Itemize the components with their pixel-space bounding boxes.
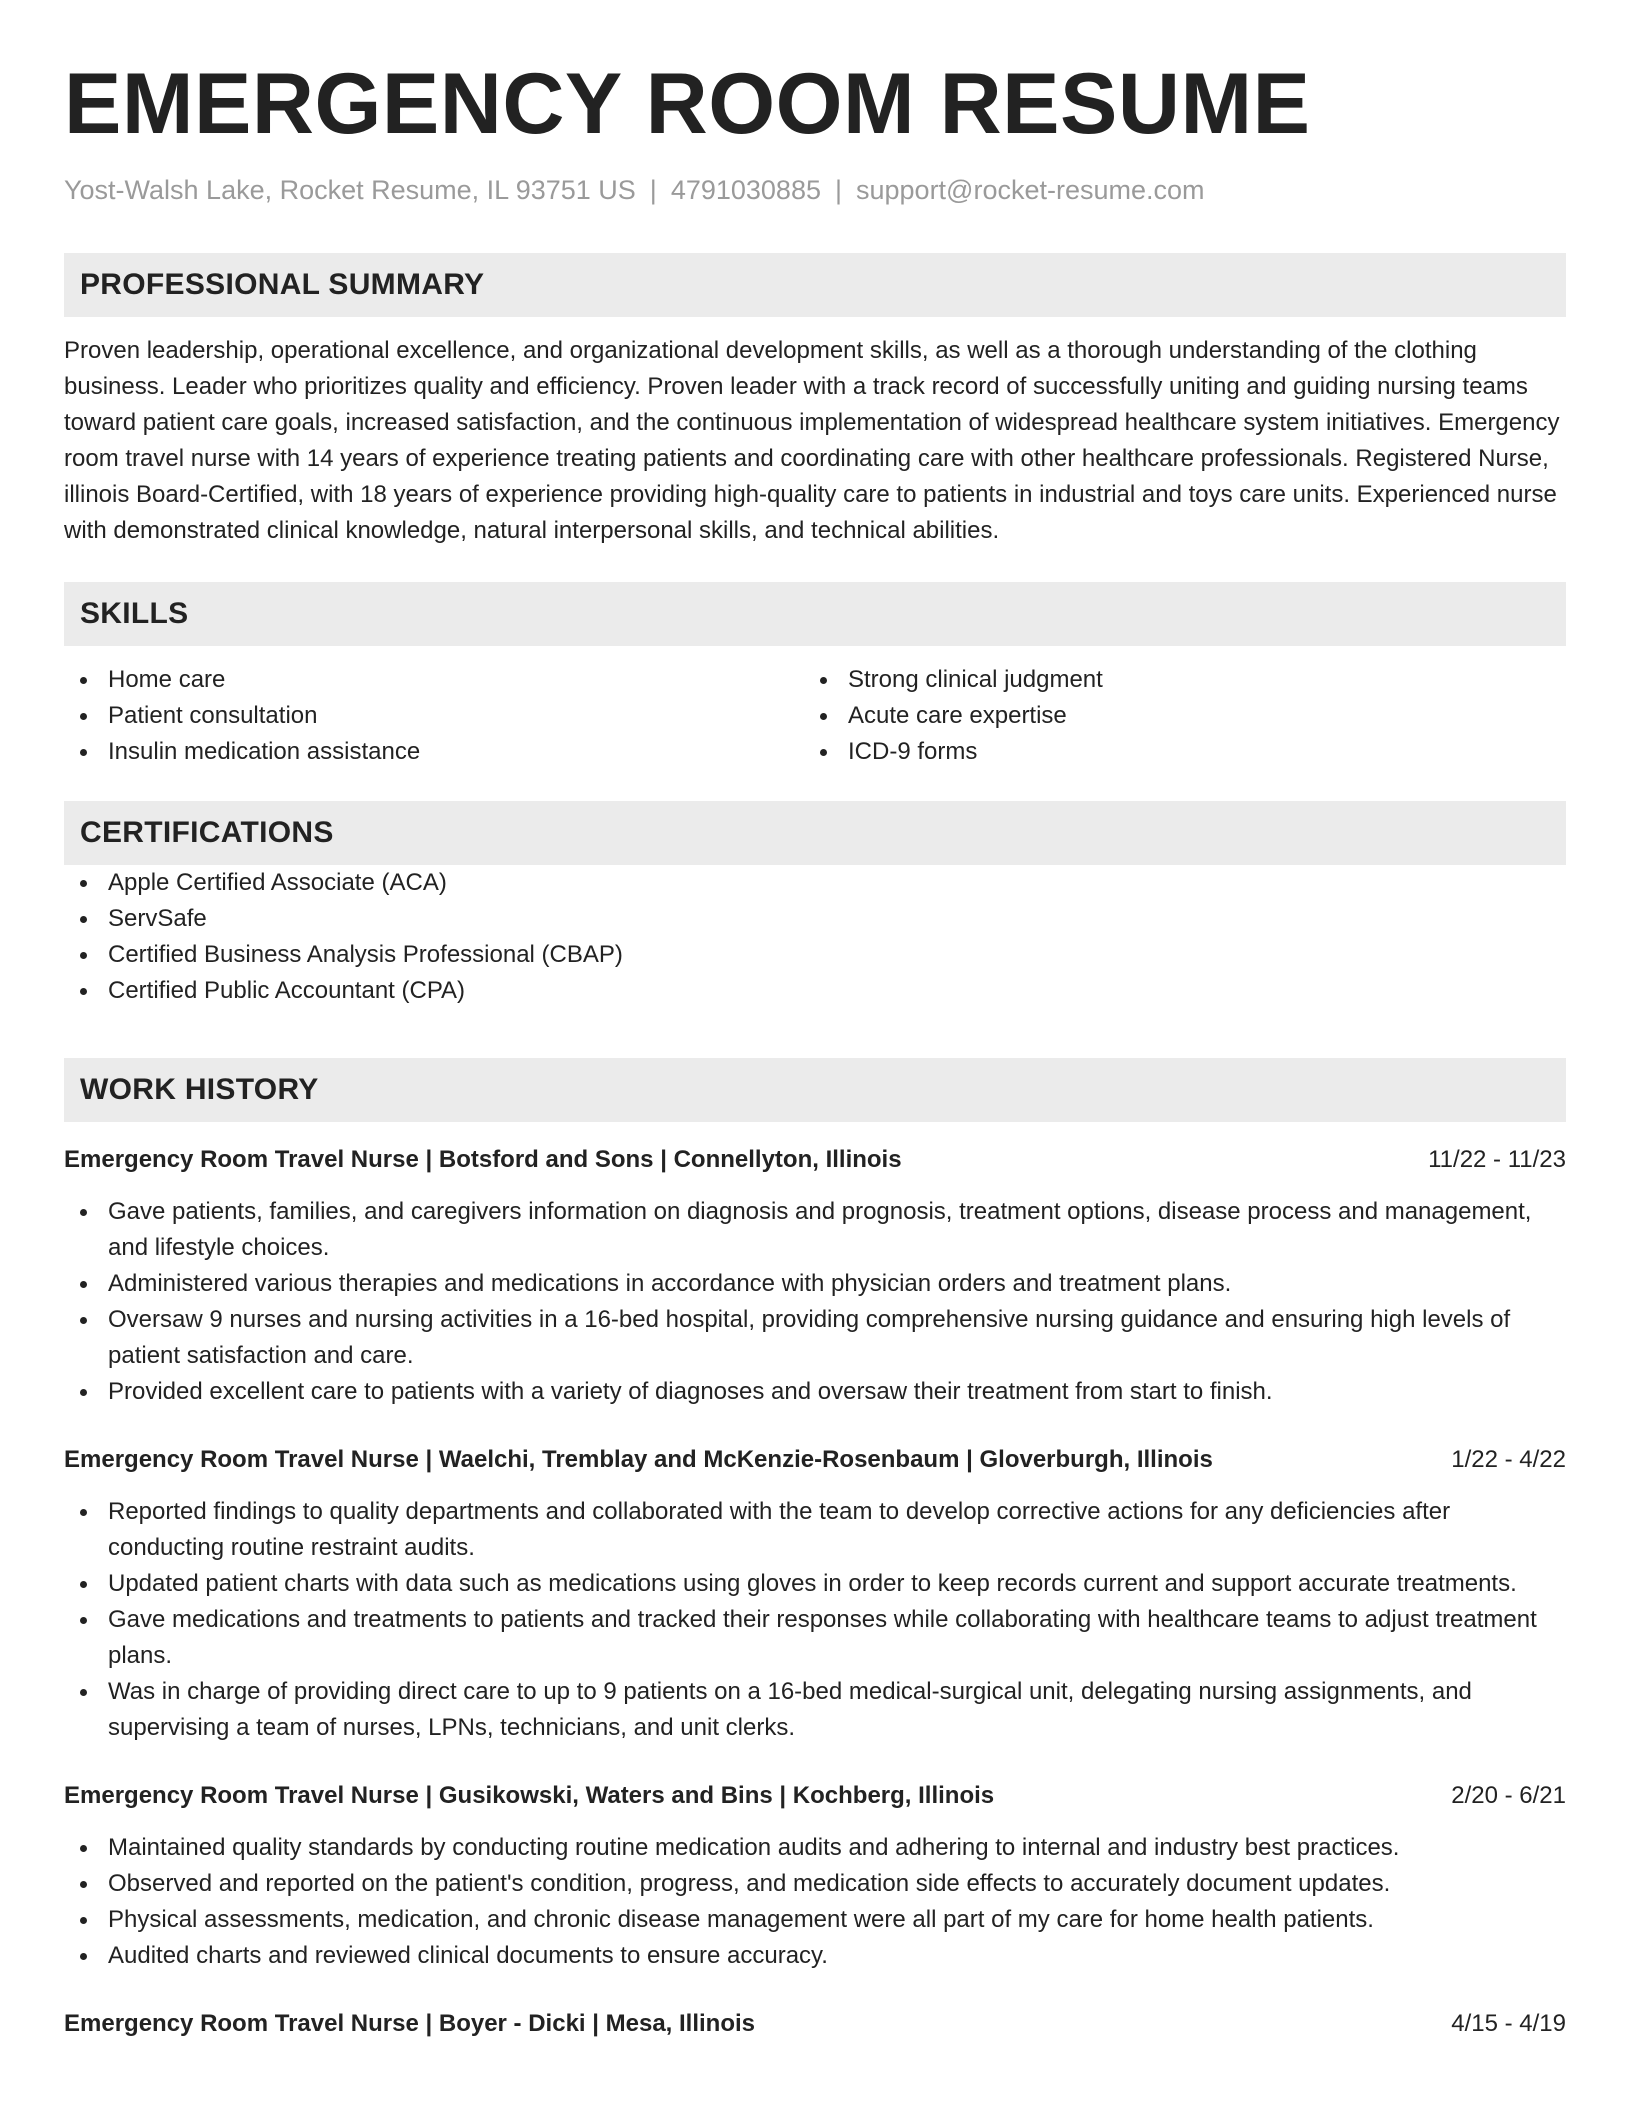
skill-text: Home care — [108, 666, 226, 693]
job-bullet — [64, 1266, 1566, 1302]
skill-text: ICD-9 forms — [848, 738, 978, 765]
job-heading: Emergency Room Travel Nurse | Gusikowski, Waters and Bins | Kochberg, Illinois — [64, 1782, 995, 1809]
certification-text: Certified Public Accountant (CPA) — [108, 977, 466, 1004]
job-bullet — [64, 1602, 1566, 1674]
job-entry — [64, 1442, 1566, 1746]
skills-section — [64, 582, 1566, 770]
bullet-icon — [80, 1581, 87, 1588]
work-history-section — [64, 1058, 1566, 2042]
job-bullet — [64, 1830, 1566, 1866]
section-title: CERTIFICATIONS — [80, 816, 334, 849]
bullet-icon — [80, 713, 87, 720]
skill-text: Acute care expertise — [848, 702, 1067, 729]
section-title: SKILLS — [80, 597, 189, 630]
job-dates: 1/22 - 4/22 — [1451, 1446, 1566, 1473]
job-bullet — [64, 1866, 1566, 1902]
bullet-icon — [80, 1953, 87, 1960]
skill-item — [804, 734, 1544, 770]
job-dates: 2/20 - 6/21 — [1451, 1782, 1566, 1809]
job-bullets — [64, 1194, 1566, 1410]
bullet-icon — [820, 713, 827, 720]
section-header — [64, 582, 1566, 646]
job-bullet-text: Gave medications and treatments to patients and tracked their responses while collaborating with healthcare teams to adjust treatment plans. — [108, 1606, 1537, 1669]
bullet-icon — [80, 1689, 87, 1696]
certification-item — [64, 865, 1566, 901]
contact-address: Yost-Walsh Lake, Rocket Resume, IL 93751 US — [64, 175, 636, 205]
skill-item — [804, 662, 1544, 698]
job-bullet-text: Administered various therapies and medications in accordance with physician orders and treatment plans. — [108, 1270, 1232, 1297]
contact-line — [64, 174, 1566, 206]
bullet-icon — [80, 916, 87, 923]
summary-text: Proven leadership, operational excellence, and organizational development skills, as well as a thorough understanding of the clothing business. Leader who prioritizes quality and efficiency. Proven leader with a track record of successfully uniting and guiding nursing teams toward patient care goals, increased satisfaction, and the continuous implementation of widespread healthcare system initiatives. Emergency room travel nurse with 14 years of experience treating patients and coordinating care with other healthcare professionals. Registered Nurse, illinois Board-Certified, with 18 years of experience providing high-quality care to patients in industrial and toys care units. Experienced nurse with demonstrated clinical knowledge, natural interpersonal skills, and technical abilities. — [64, 337, 1560, 544]
job-header — [64, 1778, 1566, 1814]
contact-separator: | — [834, 175, 842, 205]
bullet-icon — [80, 1917, 87, 1924]
bullet-icon — [820, 677, 827, 684]
job-bullet-text: Reported findings to quality departments and collaborated with the team to develop corrective actions for any deficiencies after conducting routine restraint audits. — [108, 1498, 1451, 1561]
certification-item — [64, 973, 1566, 1009]
certification-text: Apple Certified Associate (ACA) — [108, 869, 447, 896]
section-header — [64, 1058, 1566, 1122]
job-bullet — [64, 1566, 1566, 1602]
resume-page — [64, 0, 1566, 2037]
certifications-list — [64, 865, 1566, 1009]
skill-item — [64, 698, 804, 734]
job-bullet-text: Gave patients, families, and caregivers information on diagnosis and prognosis, treatment options, disease process and management, and lifestyle choices. — [108, 1198, 1532, 1261]
certification-text: ServSafe — [108, 905, 207, 932]
job-bullet-text: Updated patient charts with data such as medications using gloves in order to keep records current and support accurate treatments. — [108, 1570, 1517, 1597]
job-entry — [64, 1778, 1566, 1974]
contact-phone: 4791030885 — [670, 175, 821, 205]
bullet-icon — [80, 1509, 87, 1516]
skill-item — [64, 734, 804, 770]
section-title: WORK HISTORY — [80, 1073, 319, 1106]
skills-column-right — [804, 662, 1544, 770]
skills-column-left — [64, 662, 804, 770]
certifications-section — [64, 801, 1566, 1009]
certification-text: Certified Business Analysis Professional (CBAP) — [108, 941, 623, 968]
skill-item — [804, 698, 1544, 734]
skill-text: Strong clinical judgment — [848, 666, 1103, 693]
job-bullets — [64, 1830, 1566, 1974]
job-bullet-text: Provided excellent care to patients with a variety of diagnoses and oversaw their treatment from start to finish. — [108, 1378, 1273, 1405]
job-dates: 11/22 - 11/23 — [1428, 1146, 1566, 1173]
skill-text: Patient consultation — [108, 702, 318, 729]
bullet-icon — [80, 988, 87, 995]
bullet-icon — [80, 1209, 87, 1216]
certification-item — [64, 937, 1566, 973]
job-heading: Emergency Room Travel Nurse | Botsford and Sons | Connellyton, Illinois — [64, 1146, 902, 1173]
bullet-icon — [80, 952, 87, 959]
job-bullet — [64, 1674, 1566, 1746]
job-bullet-text: Maintained quality standards by conducting routine medication audits and adhering to internal and industry best practices. — [108, 1834, 1400, 1861]
job-dates: 4/15 - 4/19 — [1451, 2010, 1566, 2037]
skill-item — [64, 662, 804, 698]
bullet-icon — [80, 1389, 87, 1396]
job-heading: Emergency Room Travel Nurse | Boyer - Dicki | Mesa, Illinois — [64, 2010, 756, 2037]
skills-grid — [64, 662, 1566, 770]
bullet-icon — [80, 1281, 87, 1288]
bullet-icon — [80, 880, 87, 887]
bullet-icon — [80, 1845, 87, 1852]
job-header — [64, 1442, 1566, 1478]
job-bullet-text: Physical assessments, medication, and chronic disease management were all part of my care for home health patients. — [108, 1906, 1374, 1933]
job-bullet — [64, 1938, 1566, 1974]
job-bullet-text: Was in charge of providing direct care to up to 9 patients on a 16-bed medical-surgical unit, delegating nursing assignments, and supervising a team of nurses, LPNs, technicians, and unit clerks. — [108, 1678, 1472, 1741]
job-heading: Emergency Room Travel Nurse | Waelchi, Tremblay and McKenzie-Rosenbaum | Gloverburgh, Illinois — [64, 1446, 1213, 1473]
job-entry — [64, 1142, 1566, 1410]
job-bullet — [64, 1194, 1566, 1266]
job-entry — [64, 2006, 1566, 2042]
job-bullet-text: Observed and reported on the patient's condition, progress, and medication side effects to accurately document updates. — [108, 1870, 1391, 1897]
job-bullet — [64, 1374, 1566, 1410]
section-title: PROFESSIONAL SUMMARY — [80, 268, 485, 301]
job-bullet — [64, 1302, 1566, 1374]
bullet-icon — [80, 677, 87, 684]
section-header — [64, 253, 1566, 317]
bullet-icon — [80, 1617, 87, 1624]
resume-name: EMERGENCY ROOM RESUME — [64, 56, 1311, 152]
job-bullet — [64, 1902, 1566, 1938]
section-header — [64, 801, 1566, 865]
job-header — [64, 2006, 1566, 2042]
bullet-icon — [80, 1881, 87, 1888]
professional-summary-section — [64, 253, 1566, 549]
job-bullets — [64, 1494, 1566, 1746]
job-bullet-text: Oversaw 9 nurses and nursing activities in a 16-bed hospital, providing comprehensive nursing guidance and ensuring high levels of patient satisfaction and care. — [108, 1306, 1511, 1369]
skill-text: Insulin medication assistance — [108, 738, 421, 765]
contact-email: support@rocket-resume.com — [856, 175, 1205, 205]
certification-item — [64, 901, 1566, 937]
bullet-icon — [80, 749, 87, 756]
contact-separator: | — [649, 175, 657, 205]
job-header — [64, 1142, 1566, 1178]
bullet-icon — [80, 1317, 87, 1324]
job-bullet — [64, 1494, 1566, 1566]
job-bullet-text: Audited charts and reviewed clinical documents to ensure accuracy. — [108, 1942, 828, 1969]
bullet-icon — [820, 749, 827, 756]
